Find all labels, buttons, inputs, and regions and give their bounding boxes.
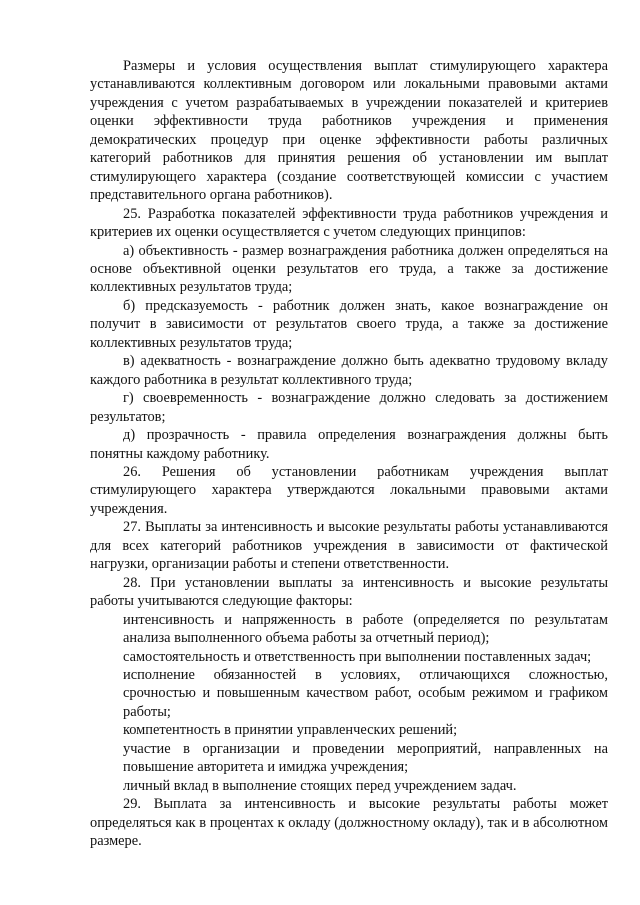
principle-a: а) объективность - размер вознаграждения работника должен определяться на основе объективной оценки результатов его труда, а также за достижение коллективных результатов труда;	[90, 242, 608, 296]
paragraph-25: 25. Разработка показателей эффективности труда работников учреждения и критериев их оценки осуществляется с учетом следующих принципов:	[90, 205, 608, 241]
paragraph-27: 27. Выплаты за интенсивность и высокие результаты работы устанавливаются для всех категорий работников учреждения в зависимости от фактической нагрузки, организации работы и степени ответственности.	[90, 519, 608, 573]
factor-participation: участие в организации и проведении мероприятий, направленных на повышение авторитета и имиджа учреждения;	[123, 740, 608, 776]
paragraph-intro: Размеры и условия осуществления выплат стимулирующего характера устанавливаются коллективным договором или локальными правовыми актами учреждения с учетом разрабатываемых в учреждении показателей и критериев оценки эффективности труда работников учреждения и применения демократических процедур при оценке эффективности работы различных категорий работников для принятия решения об установлении им выплат стимулирующего характера (создание соответствующей комиссии с участием представительного органа работников).	[90, 58, 608, 204]
factor-independence: самостоятельность и ответственность при выполнении поставленных задач;	[123, 648, 592, 665]
principle-b: б) предсказуемость - работник должен знать, какое вознаграждение он получит в зависимости от результатов своего труда, а также за достижение коллективных результатов труда;	[90, 297, 608, 351]
document-page	[90, 57, 608, 850]
paragraph-29: 29. Выплата за интенсивность и высокие результаты работы может определяться как в процентах к окладу (должностному окладу), так и в абсолютном размере.	[90, 796, 608, 850]
factor-duties: исполнение обязанностей в условиях, отличающихся сложностью, срочностью и повышенным качеством работ, особым режимом и графиком работы;	[123, 666, 608, 720]
principle-e: д) прозрачность - правила определения вознаграждения должны быть понятны каждому работнику.	[90, 427, 608, 462]
factor-intensity: интенсивность и напряженность в работе (определяется по результатам анализа выполненного объема работы за отчетный период);	[123, 611, 608, 647]
principle-c: в) адекватность - вознаграждение должно быть адекватно трудовому вкладу каждого работника в результат коллективного труда;	[90, 353, 608, 388]
paragraph-26: 26. Решения об установлении работникам учреждения выплат стимулирующего характера утверждаются локальными правовыми актами учреждения.	[90, 463, 608, 517]
principle-d: г) своевременность - вознаграждение должно следовать за достижением результатов;	[90, 390, 608, 425]
factor-competence: компетентность в принятии управленческих решений;	[123, 722, 458, 739]
paragraph-28: 28. При установлении выплаты за интенсивность и высокие результаты работы учитываются следующие факторы:	[90, 574, 608, 610]
factor-contribution: личный вклад в выполнение стоящих перед учреждением задач.	[123, 777, 517, 794]
